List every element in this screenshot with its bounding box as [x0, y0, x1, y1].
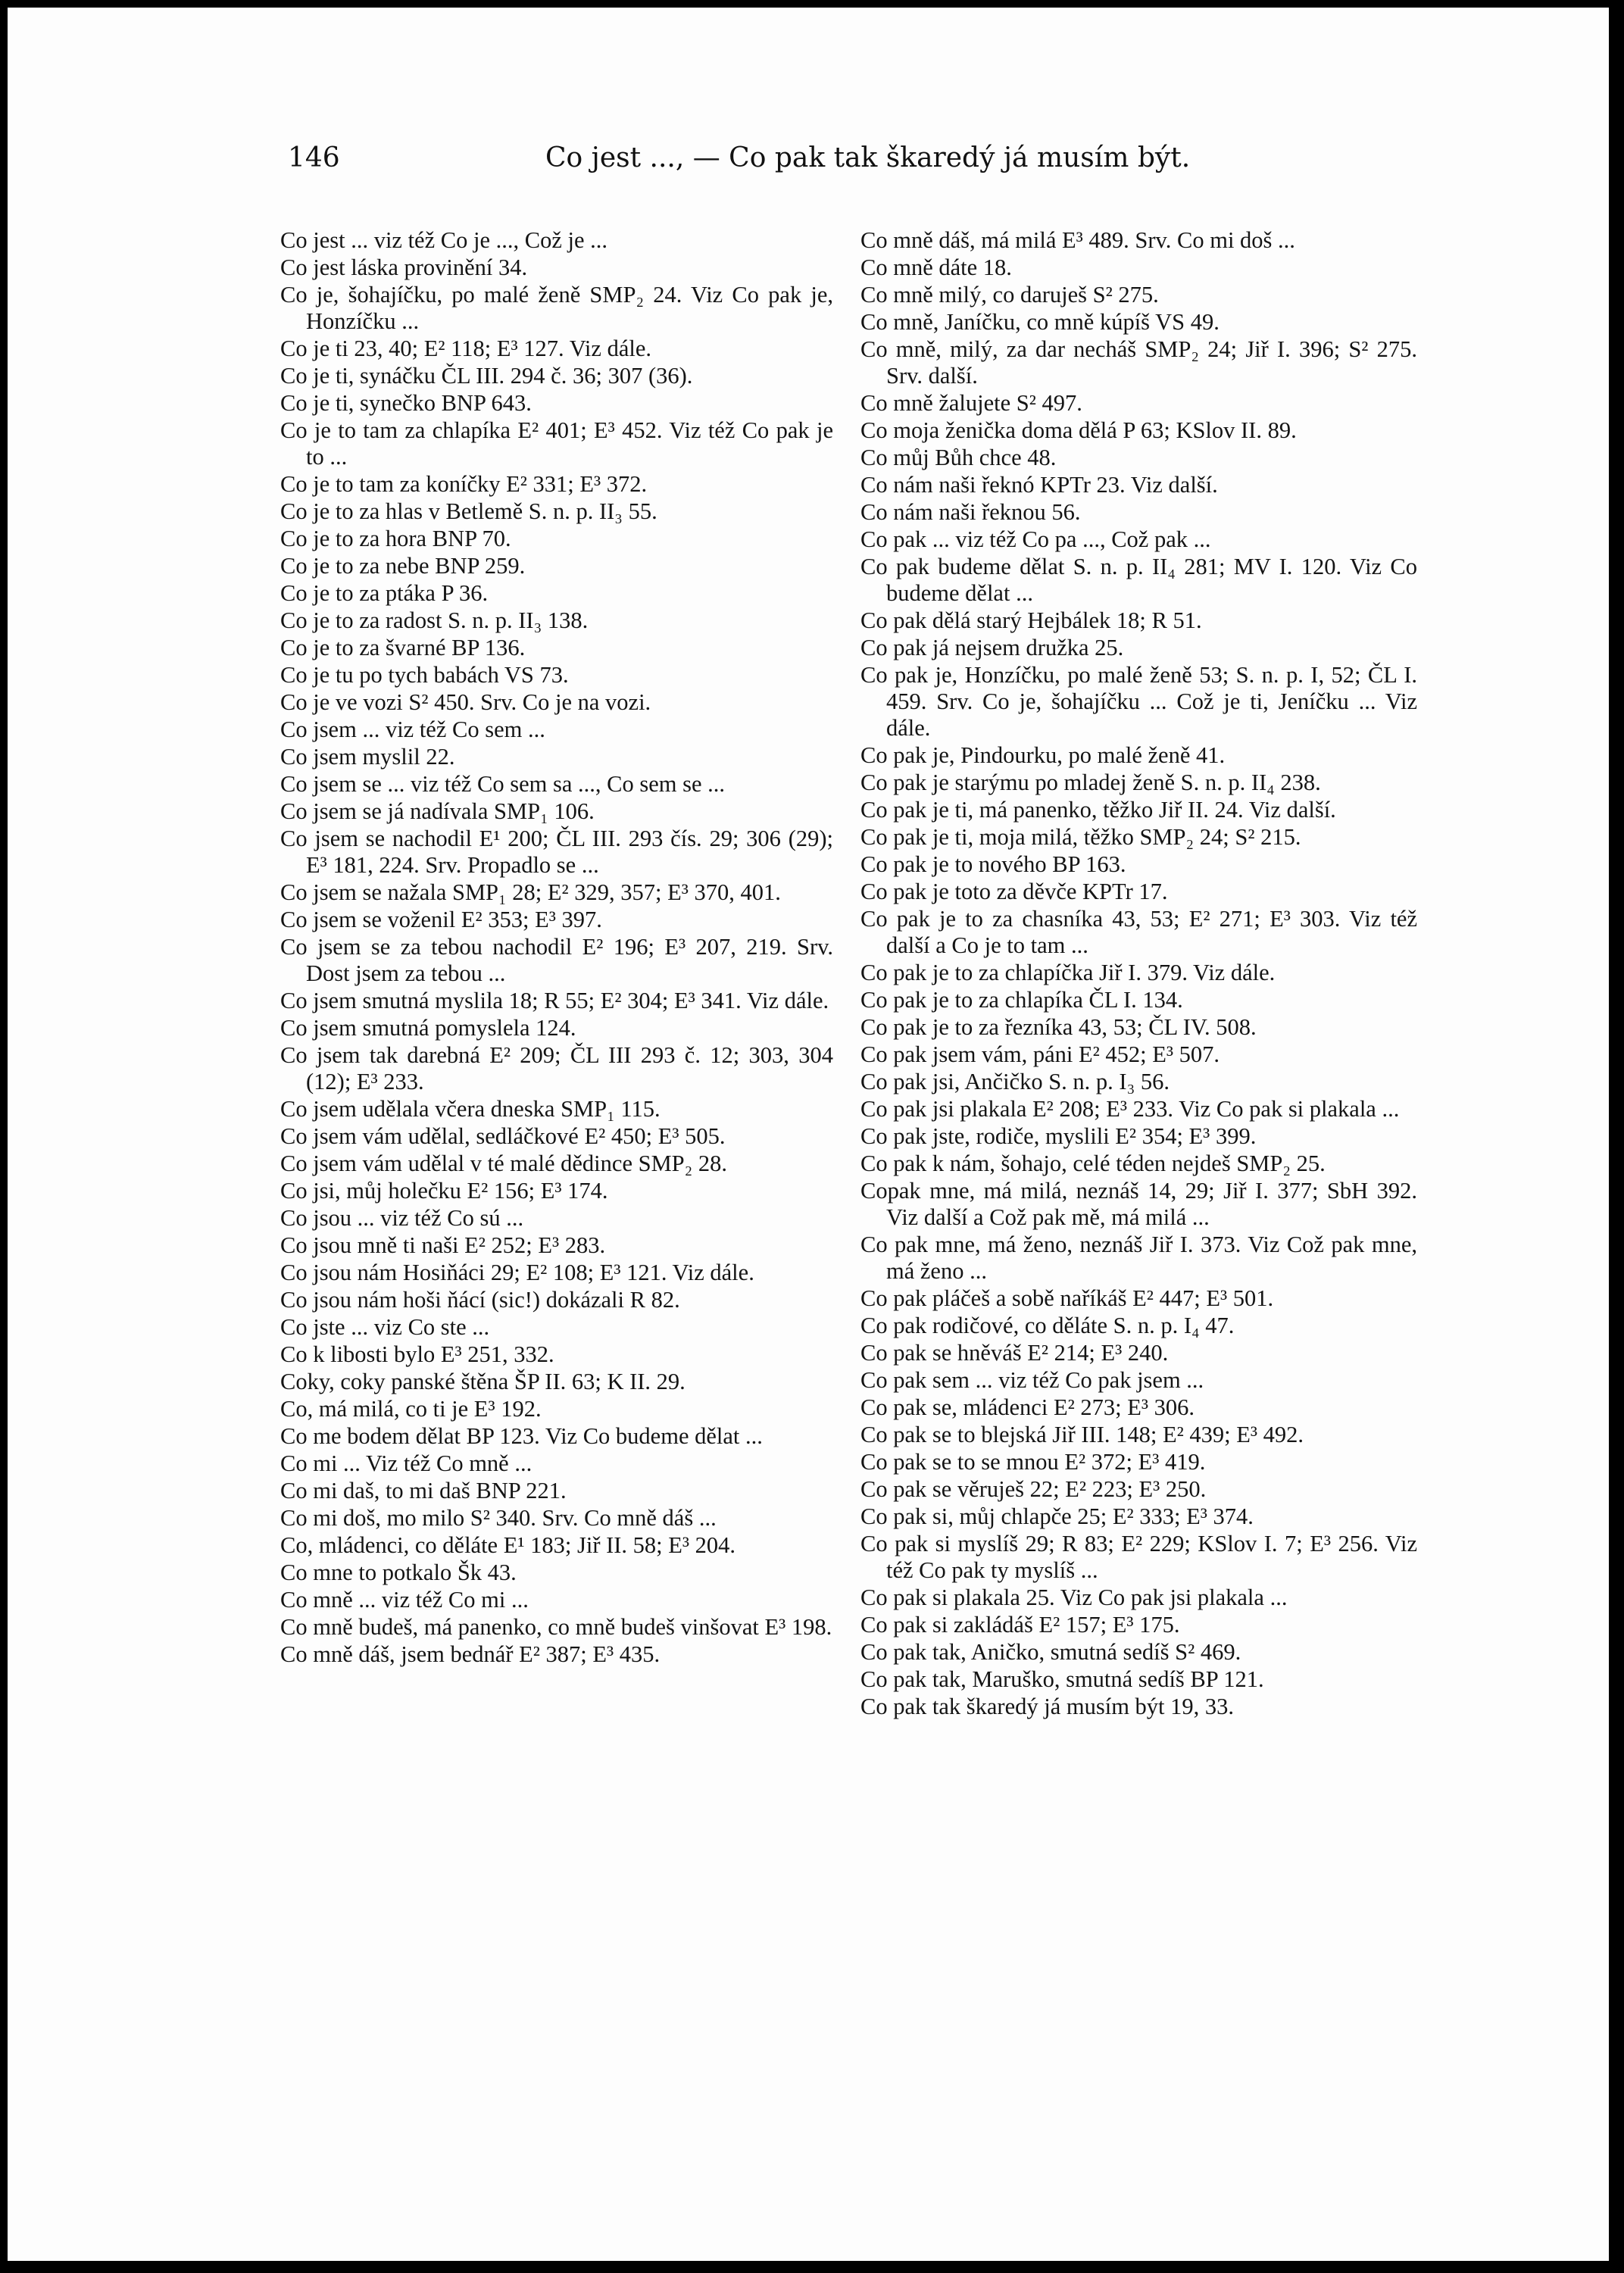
index-entry: Co jsi, můj holečku E² 156; E³ 174.	[280, 1178, 608, 1204]
index-entry: Coky, coky panské štěna ŠP II. 63; K II. 29.	[280, 1369, 686, 1394]
index-entry: Co pak pláčeš a sobě naříkáš E² 447; E³ 501.	[860, 1285, 1274, 1311]
index-entry: Co pak si myslíš 29; R 83; E² 229; KSlov I. 7; E³ 256. Viz též Co pak ty myslíš ...	[860, 1531, 1417, 1583]
index-entry: Co, má milá, co ti je E³ 192.	[280, 1396, 542, 1422]
index-entry: Co pak jsi plakala E² 208; E³ 233. Viz Co pak si plakala ...	[860, 1096, 1400, 1122]
index-entry: Co mně dáš, má milá E³ 489. Srv. Co mi doš ...	[860, 227, 1295, 253]
index-entry: Co pak si, můj chlapče 25; E² 333; E³ 374.	[860, 1503, 1254, 1529]
index-entry: Co pak tak, Maruško, smutná sedíš BP 121.	[860, 1666, 1264, 1692]
index-entry: Co mne to potkalo Šk 43.	[280, 1560, 517, 1585]
page-number: 146	[288, 142, 340, 173]
index-entry: Co mně ... viz též Co mi ...	[280, 1587, 529, 1613]
index-entry: Co mně, milý, za dar necháš SMP₂ 24; Jiř I. 396; S² 275. Srv. další.	[860, 336, 1417, 389]
index-entry: Co jsem udělala včera dneska SMP₁ 115.	[280, 1096, 661, 1122]
index-entry: Co pak se hněváš E² 214; E³ 240.	[860, 1340, 1169, 1366]
index-entry: Copak mne, má milá, neznáš 14, 29; Jiř I. 377; SbH 392. Viz další a Což pak mě, má milá ...	[860, 1178, 1417, 1230]
index-entry: Co jsem vám udělal, sedláčkové E² 450; E³ 505.	[280, 1123, 726, 1149]
index-entry: Co jsem ... viz též Co sem ...	[280, 717, 545, 742]
running-title: Co jest ..., — Co pak tak škaredý já musím být.	[545, 142, 1191, 173]
index-entry: Co jsem se voženil E² 353; E³ 397.	[280, 907, 602, 932]
index-entry: Co pak je to za chlapíka ČL I. 134.	[860, 987, 1183, 1013]
index-entry: Co k libosti bylo E³ 251, 332.	[280, 1341, 554, 1367]
index-entry: Co jsem myslil 22.	[280, 744, 455, 770]
page	[8, 8, 1609, 2261]
index-entry: Co pak je toto za děvče KPTr 17.	[860, 879, 1168, 904]
index-entry: Co pak je, Honzíčku, po malé ženě 53; S. n. p. I, 52; ČL I. 459. Srv. Co je, šohajíčku ... Což je ti, Jeníčku ... Viz dále.	[860, 662, 1417, 741]
index-entry: Co pak je starýmu po mladej ženě S. n. p. II₄ 238.	[860, 770, 1321, 795]
index-entry: Co moja ženička doma dělá P 63; KSlov II. 89.	[860, 417, 1297, 443]
index-entry: Co pak ... viz též Co pa ..., Což pak ...	[860, 526, 1211, 552]
index-entry: Co pak si plakala 25. Viz Co pak jsi plakala ...	[860, 1585, 1288, 1610]
index-entry: Co je to tam za koníčky E² 331; E³ 372.	[280, 471, 648, 497]
index-entry: Co je to za švarné BP 136.	[280, 635, 526, 660]
index-entry: Co mi doš, mo milo S² 340. Srv. Co mně dáš ...	[280, 1505, 717, 1531]
index-entry: Co jsem se za tebou nachodil E² 196; E³ 207, 219. Srv. Dost jsem za tebou ...	[280, 934, 833, 986]
index-entry: Co, mládenci, co děláte E¹ 183; Jiř II. 58; E³ 204.	[280, 1532, 736, 1558]
index-entry: Co pak já nejsem družka 25.	[860, 635, 1124, 660]
index-entry: Co je tu po tych babách VS 73.	[280, 662, 569, 688]
index-entry: Co jsem se nachodil E¹ 200; ČL III. 293 čís. 29; 306 (29); E³ 181, 224. Srv. Propadlo se ...	[280, 826, 833, 878]
index-entry: Co mi daš, to mi daš BNP 221.	[280, 1478, 567, 1503]
index-entry: Co jsem vám udělal v té malé dědince SMP₂ 28.	[280, 1151, 728, 1176]
index-entry: Co je to za radost S. n. p. II₃ 138.	[280, 607, 589, 633]
index-entry: Co pak si zakládáš E² 157; E³ 175.	[860, 1612, 1180, 1638]
index-entry: Co nám naši řeknou 56.	[860, 499, 1081, 525]
index-entry: Co pak je, Pindourku, po malé ženě 41.	[860, 742, 1226, 768]
index-entry: Co je ve vozi S² 450. Srv. Co je na vozi.	[280, 689, 651, 715]
index-entry: Co jsou nám Hosiňáci 29; E² 108; E³ 121. Viz dále.	[280, 1260, 754, 1285]
index-entry: Co pak tak, Aničko, smutná sedíš S² 469.	[860, 1639, 1241, 1665]
index-entry: Co me bodem dělat BP 123. Viz Co budeme dělat ...	[280, 1423, 763, 1449]
left-column	[280, 227, 833, 1669]
index-entry: Co pak se to blejská Jiř III. 148; E² 439; E³ 492.	[860, 1422, 1304, 1447]
index-entry: Co můj Bůh chce 48.	[860, 445, 1057, 470]
index-entry: Co jsem se já nadívala SMP₁ 106.	[280, 798, 595, 824]
index-entry: Co pak jste, rodiče, myslili E² 354; E³ 399.	[860, 1123, 1257, 1149]
index-entry: Co jsem se ... viz též Co sem sa ..., Co sem se ...	[280, 771, 726, 797]
index-entry: Co mně budeš, má panenko, co mně budeš vinšovat E³ 198.	[280, 1614, 832, 1640]
index-entry: Co je, šohajíčku, po malé ženě SMP₂ 24. Viz Co pak je, Honzíčku ...	[280, 282, 833, 334]
index-entry: Co mně milý, co daruješ S² 275.	[860, 282, 1159, 308]
index-entry: Co nám naši řeknó KPTr 23. Viz další.	[860, 472, 1218, 498]
index-entry: Co je to za hlas v Betlemě S. n. p. II₃ 55.	[280, 498, 657, 524]
index-entry: Co pak k nám, šohajo, celé téden nejdeš SMP₂ 25.	[860, 1151, 1326, 1176]
index-entry: Co pak jsem vám, páni E² 452; E³ 507.	[860, 1041, 1220, 1067]
index-entry: Co pak jsi, Ančičko S. n. p. I₃ 56.	[860, 1069, 1170, 1094]
index-entry: Co mně dáte 18.	[860, 254, 1012, 280]
index-entry: Co pak tak škaredý já musím být 19, 33.	[860, 1694, 1235, 1719]
index-entry: Co pak se věruješ 22; E² 223; E³ 250.	[860, 1476, 1207, 1502]
index-entry: Co pak budeme dělat S. n. p. II₄ 281; MV I. 120. Viz Co budeme dělat ...	[860, 554, 1417, 606]
index-entry: Co je to za nebe BNP 259.	[280, 553, 526, 579]
index-entry: Co pak se to se mnou E² 372; E³ 419.	[860, 1449, 1206, 1475]
index-entry: Co pak rodičové, co děláte S. n. p. I₄ 47.	[860, 1313, 1235, 1338]
index-entry: Co je ti 23, 40; E² 118; E³ 127. Viz dále.	[280, 336, 651, 361]
index-entry: Co jsem se nažala SMP₁ 28; E² 329, 357; E³ 370, 401.	[280, 879, 781, 905]
index-entry: Co pak mne, má ženo, neznáš Jiř I. 373. Viz Což pak mne, má ženo ...	[860, 1232, 1417, 1284]
index-entry: Co jsem smutná pomyslela 124.	[280, 1015, 576, 1041]
index-entry: Co je to za ptáka P 36.	[280, 580, 489, 606]
index-entry: Co pak je to za řezníka 43, 53; ČL IV. 508.	[860, 1014, 1257, 1040]
index-entry: Co mi ... Viz též Co mně ...	[280, 1450, 532, 1476]
index-entry: Co pak se, mládenci E² 273; E³ 306.	[860, 1394, 1195, 1420]
index-entry: Co jsou mně ti naši E² 252; E³ 283.	[280, 1232, 606, 1258]
index-entry: Co pak dělá starý Hejbálek 18; R 51.	[860, 607, 1202, 633]
index-entry: Co jsou nám hoši ňácí (sic!) dokázali R 82.	[280, 1287, 680, 1313]
index-entry: Co mně žalujete S² 497.	[860, 390, 1082, 416]
index-entry: Co jsou ... viz též Co sú ...	[280, 1205, 524, 1231]
index-entry: Co pak sem ... viz též Co pak jsem ...	[860, 1367, 1204, 1393]
index-entry: Co jste ... viz Co ste ...	[280, 1314, 490, 1340]
index-entry: Co jest ... viz též Co je ..., Což je ...	[280, 227, 608, 253]
index-entry: Co jest láska provinění 34.	[280, 254, 528, 280]
index-entry: Co pak je to za chlapíčka Jiř I. 379. Viz dále.	[860, 960, 1276, 985]
index-entry: Co je ti, synečko BNP 643.	[280, 390, 532, 416]
index-entry: Co pak je to za chasníka 43, 53; E² 271; E³ 303. Viz též další a Co je to tam ...	[860, 906, 1417, 958]
index-entry: Co mně, Janíčku, co mně kúpíš VS 49.	[860, 309, 1220, 335]
index-entry: Co je to za hora BNP 70.	[280, 526, 511, 551]
index-entry: Co mně dáš, jsem bednář E² 387; E³ 435.	[280, 1641, 661, 1667]
index-entry: Co pak je ti, má panenko, těžko Jiř II. 24. Viz další.	[860, 797, 1336, 823]
index-entry: Co jsem smutná myslila 18; R 55; E² 304; E³ 341. Viz dále.	[280, 988, 829, 1013]
right-column	[860, 227, 1417, 1721]
index-entry: Co pak je ti, moja milá, těžko SMP₂ 24; S² 215.	[860, 824, 1301, 850]
index-entry: Co pak je to nového BP 163.	[860, 851, 1126, 877]
index-entry: Co je ti, synáčku ČL III. 294 č. 36; 307 (36).	[280, 363, 693, 389]
index-entry: Co jsem tak darebná E² 209; ČL III 293 č. 12; 303, 304 (12); E³ 233.	[280, 1042, 833, 1094]
index-entry: Co je to tam za chlapíka E² 401; E³ 452. Viz též Co pak je to ...	[280, 417, 833, 470]
